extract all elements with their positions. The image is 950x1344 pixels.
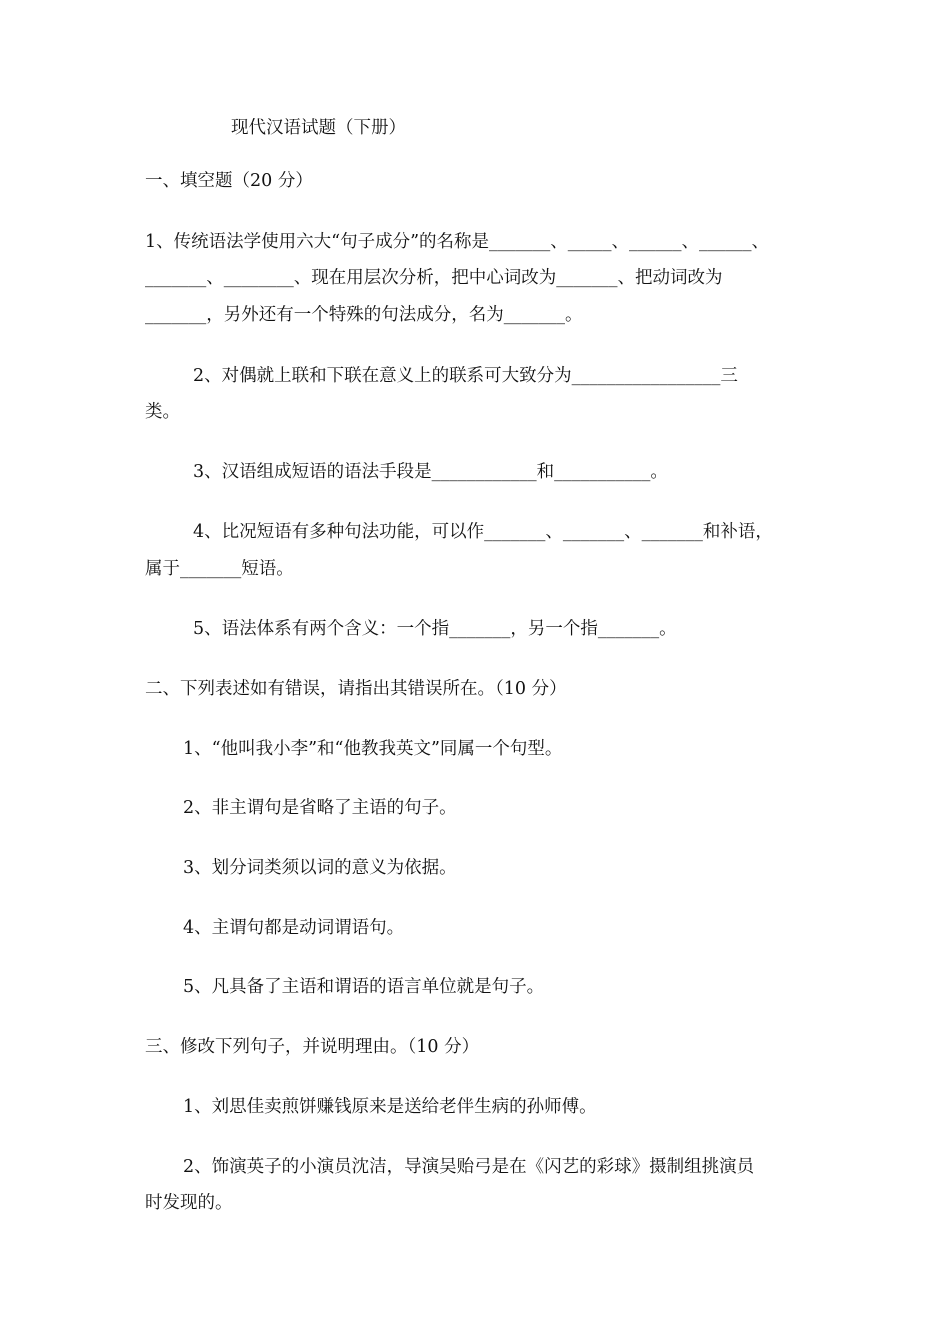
section-2-heading: 二、下列表述如有错误，请指出其错误所在。（10 分） xyxy=(145,679,567,699)
section-3-item-1: 1、刘思佳卖煎饼赚钱原来是送给老伴生病的孙师傅。 xyxy=(183,1097,597,1117)
document-title: 现代汉语试题（下册） xyxy=(231,118,406,138)
section-2-item-1: 1、“他叫我小李”和“他教我英文”同属一个句型。 xyxy=(183,739,563,759)
section-3-item-2-line-1: 2、饰演英子的小演员沈洁，导演吴贻弓是在《闪艺的彩球》摄制组挑演员 xyxy=(183,1157,755,1177)
question-1-line-2: _______、________、现在用层次分析，把中心词改为_______、把动词改为 xyxy=(145,268,723,288)
section-1-heading: 一、填空题（20 分） xyxy=(145,171,313,191)
question-3: 3、汉语组成短语的语法手段是____________和___________。 xyxy=(193,462,668,482)
question-1-line-1: 1、传统语法学使用六大“句子成分”的名称是_______、_____、______、______、 xyxy=(145,232,770,252)
question-2-line-2: 类。 xyxy=(145,402,180,422)
question-4-line-1: 4、比况短语有多种句法功能，可以作_______、_______、_______和补语， xyxy=(193,522,773,542)
section-2-item-3: 3、划分词类须以词的意义为依据。 xyxy=(183,858,457,878)
question-1-line-3: _______，另外还有一个特殊的句法成分，名为_______。 xyxy=(145,305,583,325)
section-2-item-2: 2、非主谓句是省略了主语的句子。 xyxy=(183,798,457,818)
section-3-item-2-line-2: 时发现的。 xyxy=(145,1193,233,1213)
section-3-heading: 三、修改下列句子，并说明理由。（10 分） xyxy=(145,1037,480,1057)
question-4-line-2: 属于_______短语。 xyxy=(145,559,294,579)
section-2-item-4: 4、主谓句都是动词谓语句。 xyxy=(183,918,405,938)
question-5: 5、语法体系有两个含义：一个指_______，另一个指_______。 xyxy=(193,619,677,639)
question-2-line-1: 2、对偶就上联和下联在意义上的联系可大致分为_________________三 xyxy=(193,366,738,386)
section-2-item-5: 5、凡具备了主语和谓语的语言单位就是句子。 xyxy=(183,977,545,997)
